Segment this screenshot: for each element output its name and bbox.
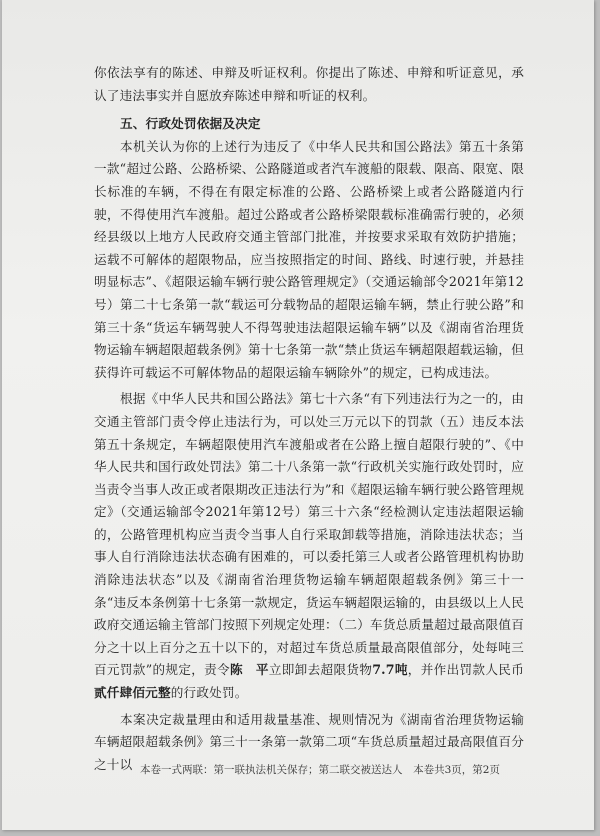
party-name: 陈 平 (230, 662, 269, 678)
document-body (94, 62, 524, 776)
penalty-mid-text-2: ，并作出罚款人民币 (407, 662, 524, 678)
penalty-end-text: 的行政处罚。 (170, 685, 248, 701)
paragraph-penalty-basis (94, 388, 524, 704)
section-heading: 五、行政处罚依据及决定 (120, 116, 261, 132)
document-page (2, 0, 594, 830)
page-footer (140, 762, 500, 777)
overload-tonnage: 7.7吨 (372, 662, 408, 678)
fine-amount: 贰仟肆佰元整 (94, 685, 171, 701)
footer-copies-note: 本卷一式两联：第一联执法机关保存；第二联交被送达人 (140, 764, 403, 776)
paragraph-violation: 本机关认为你的上述行为违反了《中华人民共和国公路法》第五十条第一款“超过公路、公路桥梁、公路隧道或者汽车渡船的限载、限高、限宽、限长标准的车辆，不得在有限定标准的公路、公路桥梁上或者公路隧道内行驶，不得使用汽车渡船。超过公路或者公路桥梁限载标准确需行驶的，必须经县级以上地方人民政府交通主管部门批准，并按要求采取有效防护措施；运载不可解体的超限物品，应当按照指定的时间、路线、时速行驶，并悬挂明显标志”、《超限运输车辆行驶公路管理规定》（交通运输部令2021年第12号）第二十七条第一款“载运可分载物品的超限运输车辆，禁止行驶公路”和第三十条“货运车辆驾驶人不得驾驶违法超限运输车辆”以及《湖南省治理货物运输车辆超限超载条例》第十七条第一款“禁止货运车辆超限超载运输，但获得许可载运不可解体物品的超限运输车辆除外”的规定，已构成违法。 (94, 138, 524, 380)
paragraph-rights: 你依法享有的陈述、申辩及听证权利。你提出了陈述、申辩和听证意见，承认了违法事实并自愿放弃陈述申辩和听证的权利。 (94, 65, 524, 103)
paragraph-discretion: 本案决定裁量理由和适用裁量基准、规则情况为《湖南省治理货物运输车辆超限超载条例》第三十一条第一款第二项“车货总质量超过最高限值百分之十以 (94, 711, 524, 772)
footer-page-info: 本卷共3页，第2页 (413, 764, 500, 776)
penalty-basis-text: 根据《中华人民共和国公路法》第七十六条“有下列违法行为之一的，由交通主管部门责令停止违法行为，可以处三万元以下的罚款（五）违反本法第五十条规定，车辆超限使用汽车渡船或者在公路上擅自超限行驶的”、《中华人民共和国行政处罚法》第二十八条第一款“行政机关实施行政处罚时，应当责令当事人改正或者限期改正违法行为”和《超限运输车辆行驶公路管理规定》（交通运输部令2021年第12号）第三十六条“经检测认定违法超限运输的，公路管理机构应当责令当事人自行采取卸载等措施，消除违法状态；当事人自行消除违法状态确有困难的，可以委托第三人或者公路管理机构协助消除违法状态”以及《湖南省治理货物运输车辆超限超载条例》第三十一条“违反本条例第十七条第一款规定，货运车辆超限运输的，由县级以上人民政府交通运输主管部门按照下列规定处理：（二）车货总质量超过最高限值百分之十以上百分之五十以下的，对超过车货总质量最高限值部分，处每吨三百元罚款”的规定，责令 (94, 391, 524, 678)
penalty-mid-text: 立即卸去超限货物 (268, 662, 373, 678)
